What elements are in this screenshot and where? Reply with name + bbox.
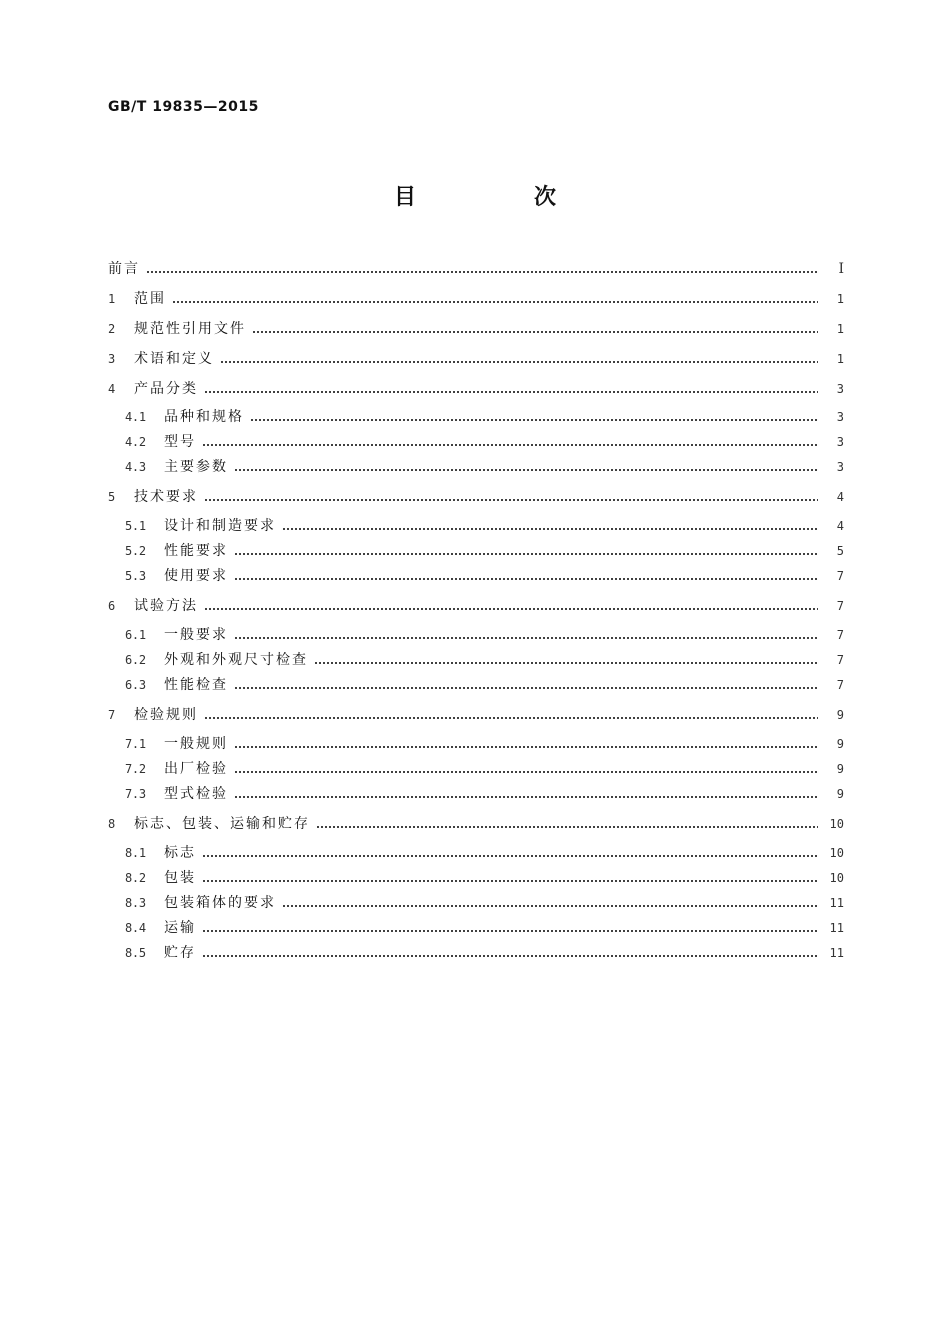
toc-dot-leader: [146, 271, 818, 273]
toc-dot-leader: [202, 955, 818, 957]
toc-entry[interactable]: [125, 867, 844, 889]
toc-entry-number: 7: [108, 708, 115, 722]
toc-entry-page: 3: [836, 410, 844, 424]
toc-dot-leader: [220, 361, 818, 363]
toc-entry-number: 5.3: [125, 569, 146, 583]
toc-entry-label: 标志: [164, 845, 196, 861]
toc-entry-label: 品种和规格: [164, 409, 244, 425]
toc-entry-page: 3: [836, 435, 844, 449]
toc-entry-number: 8.4: [125, 921, 146, 935]
toc-entry[interactable]: [108, 258, 844, 280]
toc-entry[interactable]: [125, 515, 844, 537]
toc-entry-number: 3: [108, 352, 115, 366]
toc-entry-number: 7.2: [125, 762, 146, 776]
toc-entry-page: Ⅰ: [838, 261, 844, 277]
toc-dot-leader: [250, 419, 818, 421]
toc-dot-leader: [204, 717, 818, 719]
toc-entry-number: 5.1: [125, 519, 146, 533]
toc-dot-leader: [234, 578, 818, 580]
toc-dot-leader: [204, 391, 818, 393]
toc-entry-label: 标志、包装、运输和贮存: [134, 816, 310, 832]
toc-entry-number: 5: [108, 490, 115, 504]
toc-entry-page: 10: [829, 817, 844, 831]
toc-entry-number: 4.1: [125, 410, 146, 424]
toc-entry-page: 9: [836, 787, 844, 801]
toc-dot-leader: [314, 662, 818, 664]
toc-entry-label: 包装: [164, 870, 196, 886]
toc-dot-leader: [202, 880, 818, 882]
toc-entry-label: 性能要求: [164, 543, 228, 559]
toc-entry-label: 产品分类: [134, 381, 198, 397]
toc-entry-page: 4: [836, 519, 844, 533]
toc-entry[interactable]: [125, 917, 844, 939]
toc-entry-label: 出厂检验: [164, 761, 228, 777]
toc-dot-leader: [316, 826, 818, 828]
toc-entry[interactable]: [125, 733, 844, 755]
toc-entry-number: 1: [108, 292, 115, 306]
toc-entry-number: 4.2: [125, 435, 146, 449]
toc-entry-label: 贮存: [164, 945, 196, 961]
toc-entry[interactable]: [125, 456, 844, 478]
toc-entry-label: 一般规则: [164, 736, 228, 752]
toc-entry-number: 8.5: [125, 946, 146, 960]
toc-entry[interactable]: [125, 649, 844, 671]
toc-entry-page: 1: [836, 292, 844, 306]
toc-entry-number: 6.3: [125, 678, 146, 692]
toc-entry-page: 11: [829, 896, 844, 910]
toc-entry-number: 7.1: [125, 737, 146, 751]
toc-dot-leader: [202, 930, 818, 932]
document-code: GB/T 19835—2015: [108, 99, 259, 115]
toc-entry-page: 9: [836, 708, 844, 722]
toc-entry-label: 主要参数: [164, 459, 228, 475]
toc-entry-label: 包装箱体的要求: [164, 895, 276, 911]
toc-entry[interactable]: [125, 783, 844, 805]
toc-entry-number: 8.3: [125, 896, 146, 910]
toc-entry[interactable]: [125, 892, 844, 914]
toc-entry-page: 7: [836, 599, 844, 613]
toc-dot-leader: [172, 301, 818, 303]
toc-entry-number: 6.1: [125, 628, 146, 642]
toc-entry-label: 外观和外观尺寸检查: [164, 652, 308, 668]
toc-entry-page: 9: [836, 762, 844, 776]
toc-entry-page: 10: [829, 871, 844, 885]
toc-dot-leader: [204, 499, 818, 501]
toc-entry-label: 性能检查: [164, 677, 228, 693]
toc-entry-page: 9: [836, 737, 844, 751]
toc-entry-page: 3: [836, 382, 844, 396]
toc-entry-page: 11: [829, 946, 844, 960]
toc-entry[interactable]: [108, 348, 844, 370]
toc-entry[interactable]: [108, 813, 844, 835]
toc-entry-number: 8: [108, 817, 115, 831]
toc-entry-number: 6.2: [125, 653, 146, 667]
toc-entry-label: 技术要求: [134, 489, 198, 505]
toc-entry-label: 一般要求: [164, 627, 228, 643]
toc-entry-number: 7.3: [125, 787, 146, 801]
toc-entry-label: 型式检验: [164, 786, 228, 802]
toc-entry-label: 术语和定义: [134, 351, 214, 367]
toc-entry-page: 11: [829, 921, 844, 935]
toc-entry[interactable]: [108, 595, 844, 617]
toc-entry-label: 范围: [134, 291, 166, 307]
toc-dot-leader: [252, 331, 818, 333]
toc-entry-page: 3: [836, 460, 844, 474]
toc-entry-label: 规范性引用文件: [134, 321, 246, 337]
toc-entry-number: 2: [108, 322, 115, 336]
toc-entry[interactable]: [125, 842, 844, 864]
toc-entry-page: 1: [836, 322, 844, 336]
toc-entry[interactable]: [125, 565, 844, 587]
toc-entry[interactable]: [125, 674, 844, 696]
toc-entry-number: 4.3: [125, 460, 146, 474]
toc-entry[interactable]: [125, 758, 844, 780]
toc-entry-page: 4: [836, 490, 844, 504]
toc-dot-leader: [234, 796, 818, 798]
toc-entry[interactable]: [125, 624, 844, 646]
toc-entry[interactable]: [108, 318, 844, 340]
toc-entry[interactable]: [125, 406, 844, 428]
toc-entry-page: 7: [836, 678, 844, 692]
toc-entry-number: 5.2: [125, 544, 146, 558]
toc-dot-leader: [234, 553, 818, 555]
toc-entry-number: 6: [108, 599, 115, 613]
toc-entry-label: 运输: [164, 920, 196, 936]
toc-dot-leader: [234, 637, 818, 639]
toc-entry-number: 4: [108, 382, 115, 396]
toc-entry-page: 7: [836, 569, 844, 583]
toc-entry[interactable]: [108, 378, 844, 400]
toc-dot-leader: [234, 469, 818, 471]
toc-dot-leader: [282, 528, 818, 530]
toc-entry-page: 7: [836, 653, 844, 667]
toc-dot-leader: [202, 855, 818, 857]
toc-entry-label: 试验方法: [134, 598, 198, 614]
toc-entry-label: 前言: [108, 261, 140, 277]
toc-title: 目 次: [393, 185, 604, 210]
toc-entry-label: 型号: [164, 434, 196, 450]
toc-entry[interactable]: [125, 942, 844, 964]
toc-entry-number: 8.1: [125, 846, 146, 860]
toc-dot-leader: [234, 771, 818, 773]
toc-entry[interactable]: [108, 288, 844, 310]
toc-entry-page: 10: [829, 846, 844, 860]
toc-entry-label: 设计和制造要求: [164, 518, 276, 534]
toc-entry[interactable]: [108, 704, 844, 726]
toc-entry-label: 检验规则: [134, 707, 198, 723]
toc-entry-page: 5: [836, 544, 844, 558]
toc-dot-leader: [204, 608, 818, 610]
toc-entry-label: 使用要求: [164, 568, 228, 584]
toc-entry-page: 7: [836, 628, 844, 642]
toc-dot-leader: [234, 687, 818, 689]
toc-entry[interactable]: [125, 540, 844, 562]
toc-dot-leader: [282, 905, 818, 907]
toc-entry-page: 1: [836, 352, 844, 366]
toc-dot-leader: [234, 746, 818, 748]
toc-entry[interactable]: [108, 486, 844, 508]
toc-dot-leader: [202, 444, 818, 446]
toc-entry-number: 8.2: [125, 871, 146, 885]
toc-entry[interactable]: [125, 431, 844, 453]
